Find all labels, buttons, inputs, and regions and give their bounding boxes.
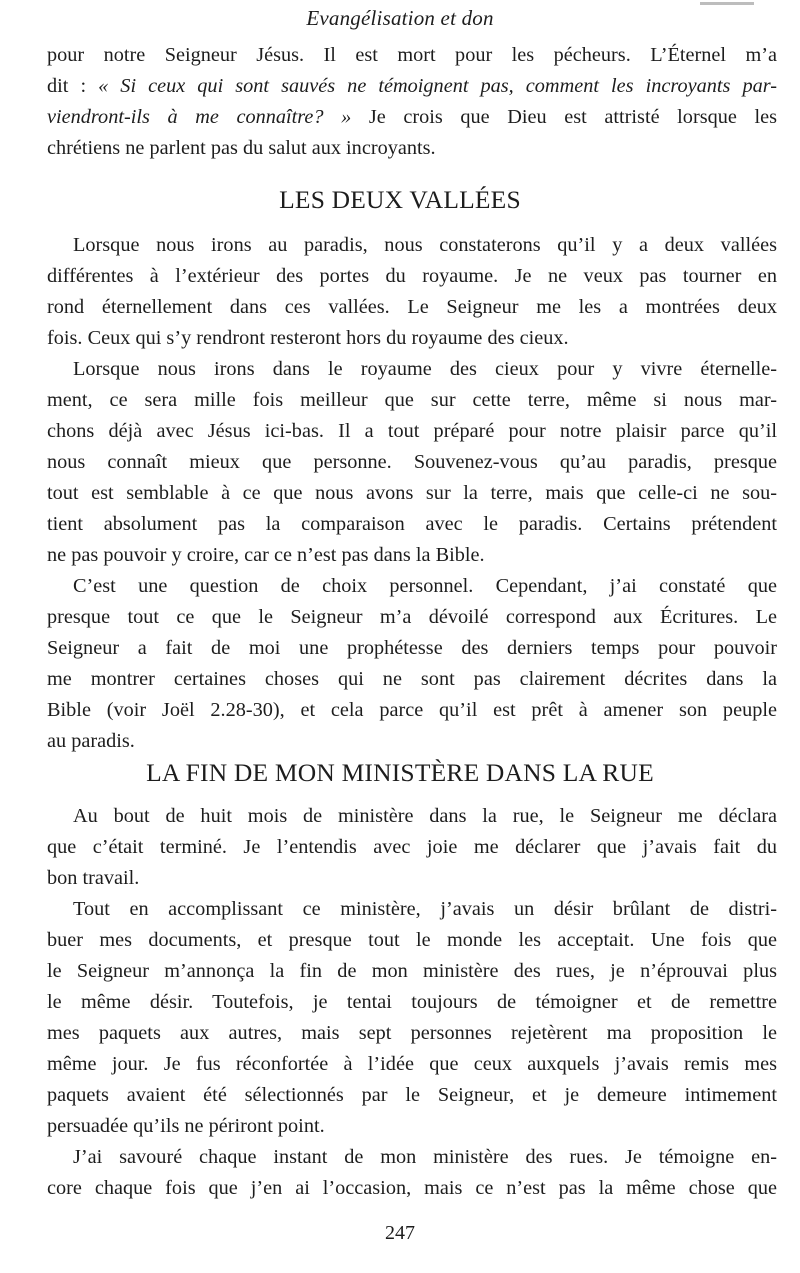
page-number: 247 [385,1222,415,1244]
text-line [47,571,777,602]
text-segment: J’ai savouré chaque instant de mon ministère des rues. Je témoigne en- [73,1146,777,1168]
text-line [47,1080,777,1111]
text-segment: tout est semblable à ce que nous avons sur la terre, mais que celle-ci ne sou- [47,482,777,504]
text-segment: Je crois que Dieu est attristé lorsque les [351,106,777,128]
text-line [47,540,777,571]
paragraph-block-deux-vallees [47,230,777,757]
text-segment: dit : [47,75,99,97]
text-segment: le même désir. Toutefois, je tentai toujours de témoigner et de remettre [47,991,777,1013]
text-segment: Tout en accomplissant ce ministère, j’avais un désir brûlant de distri- [73,898,777,920]
text-line [47,801,777,832]
text-line [47,894,777,925]
text-segment: C’est une question de choix personnel. Cependant, j’ai constaté que [73,575,777,597]
quotation-text: « Si ceux qui sont sauvés ne témoignent pas, comment les incroyants par- [98,75,777,97]
text-line [47,832,777,863]
text-segment: chons déjà avec Jésus ici-bas. Il a tout préparé pour notre plaisir parce qu’il [47,420,777,442]
text-segment: Lorsque nous irons dans le royaume des cieux pour y vivre éternelle- [73,358,777,380]
running-head: Evangélisation et don [306,6,494,30]
text-line [47,695,777,726]
text-line [47,478,777,509]
text-line [47,664,777,695]
text-segment: chrétiens ne parlent pas du salut aux incroyants. [47,137,436,159]
text-line [47,71,777,102]
text-line [47,1018,777,1049]
text-line [47,509,777,540]
text-segment: même jour. Je fus réconfortée à l’idée que ceux auxquels j’avais remis mes [47,1053,777,1075]
paragraph-block-intro [47,40,777,164]
text-segment: me montrer certaines choses qui ne sont pas clairement décrites dans la [47,668,777,690]
text-line [47,1111,777,1142]
text-line [47,1173,777,1204]
text-segment: ne pas pouvoir y croire, car ce n’est pas dans la Bible. [47,544,485,566]
text-line [47,292,777,323]
text-segment: Seigneur a fait de moi une prophétesse des derniers temps pour pouvoir [47,637,777,659]
text-segment: presque tout ce que le Seigneur m’a dévoilé correspond aux Écritures. Le [47,606,777,628]
text-segment: le Seigneur m’annonça la fin de mon ministère des rues, je n’éprouvai plus [47,960,777,982]
text-segment: paquets avaient été sélectionnés par le Seigneur, et je demeure intimement [47,1084,777,1106]
text-line [47,40,777,71]
section-heading-fin-ministere: LA FIN DE MON MINISTÈRE DANS LA RUE [146,758,654,787]
scan-corner-mark [700,2,754,5]
text-line [47,726,777,757]
text-line [47,602,777,633]
text-line [47,956,777,987]
text-line [47,323,777,354]
text-segment: Au bout de huit mois de ministère dans la rue, le Seigneur me déclara [73,805,777,827]
text-line [47,385,777,416]
text-line [47,416,777,447]
text-segment: que c’était terminé. Je l’entendis avec joie me déclarer que j’avais fait du [47,836,777,858]
text-line [47,863,777,894]
text-segment: persuadée qu’ils ne périront point. [47,1115,325,1137]
text-segment: rond éternellement dans ces vallées. Le Seigneur me les a montrées deux [47,296,777,318]
text-line [47,633,777,664]
text-segment: différentes à l’extérieur des portes du royaume. Je ne veux pas tourner en [47,265,777,287]
text-segment: nous connaît mieux que personne. Souvenez-vous qu’au paradis, presque [47,451,777,473]
text-segment: fois. Ceux qui s’y rendront resteront hors du royaume des cieux. [47,327,569,349]
text-segment: Bible (voir Joël 2.28-30), et cela parce qu’il est prêt à amener son peuple [47,699,777,721]
text-line [47,925,777,956]
text-segment: bon travail. [47,867,140,889]
text-segment: buer mes documents, et presque tout le monde les acceptait. Une fois que [47,929,777,951]
quotation-text: viendront-ils à me connaître? » [47,106,352,128]
paragraph-block-fin-ministere [47,801,777,1204]
text-segment: au paradis. [47,730,135,752]
text-segment: tient absolument pas la comparaison avec le paradis. Certains prétendent [47,513,777,535]
text-segment: mes paquets aux autres, mais sept personnes rejetèrent ma proposition le [47,1022,777,1044]
text-line [47,230,777,261]
text-line [47,447,777,478]
section-heading-deux-vallees: LES DEUX VALLÉES [279,185,521,214]
text-line [47,261,777,292]
text-line [47,102,777,133]
text-segment: Lorsque nous irons au paradis, nous constaterons qu’il y a deux vallées [73,234,777,256]
text-line [47,1142,777,1173]
text-line [47,133,777,164]
text-segment: core chaque fois que j’en ai l’occasion, mais ce n’est pas la même chose que [47,1177,777,1199]
text-line [47,1049,777,1080]
text-segment: ment, ce sera mille fois meilleur que sur cette terre, même si nous mar- [47,389,777,411]
text-segment: pour notre Seigneur Jésus. Il est mort pour les pécheurs. L’Éternel m’a [47,44,777,66]
text-line [47,987,777,1018]
text-line [47,354,777,385]
